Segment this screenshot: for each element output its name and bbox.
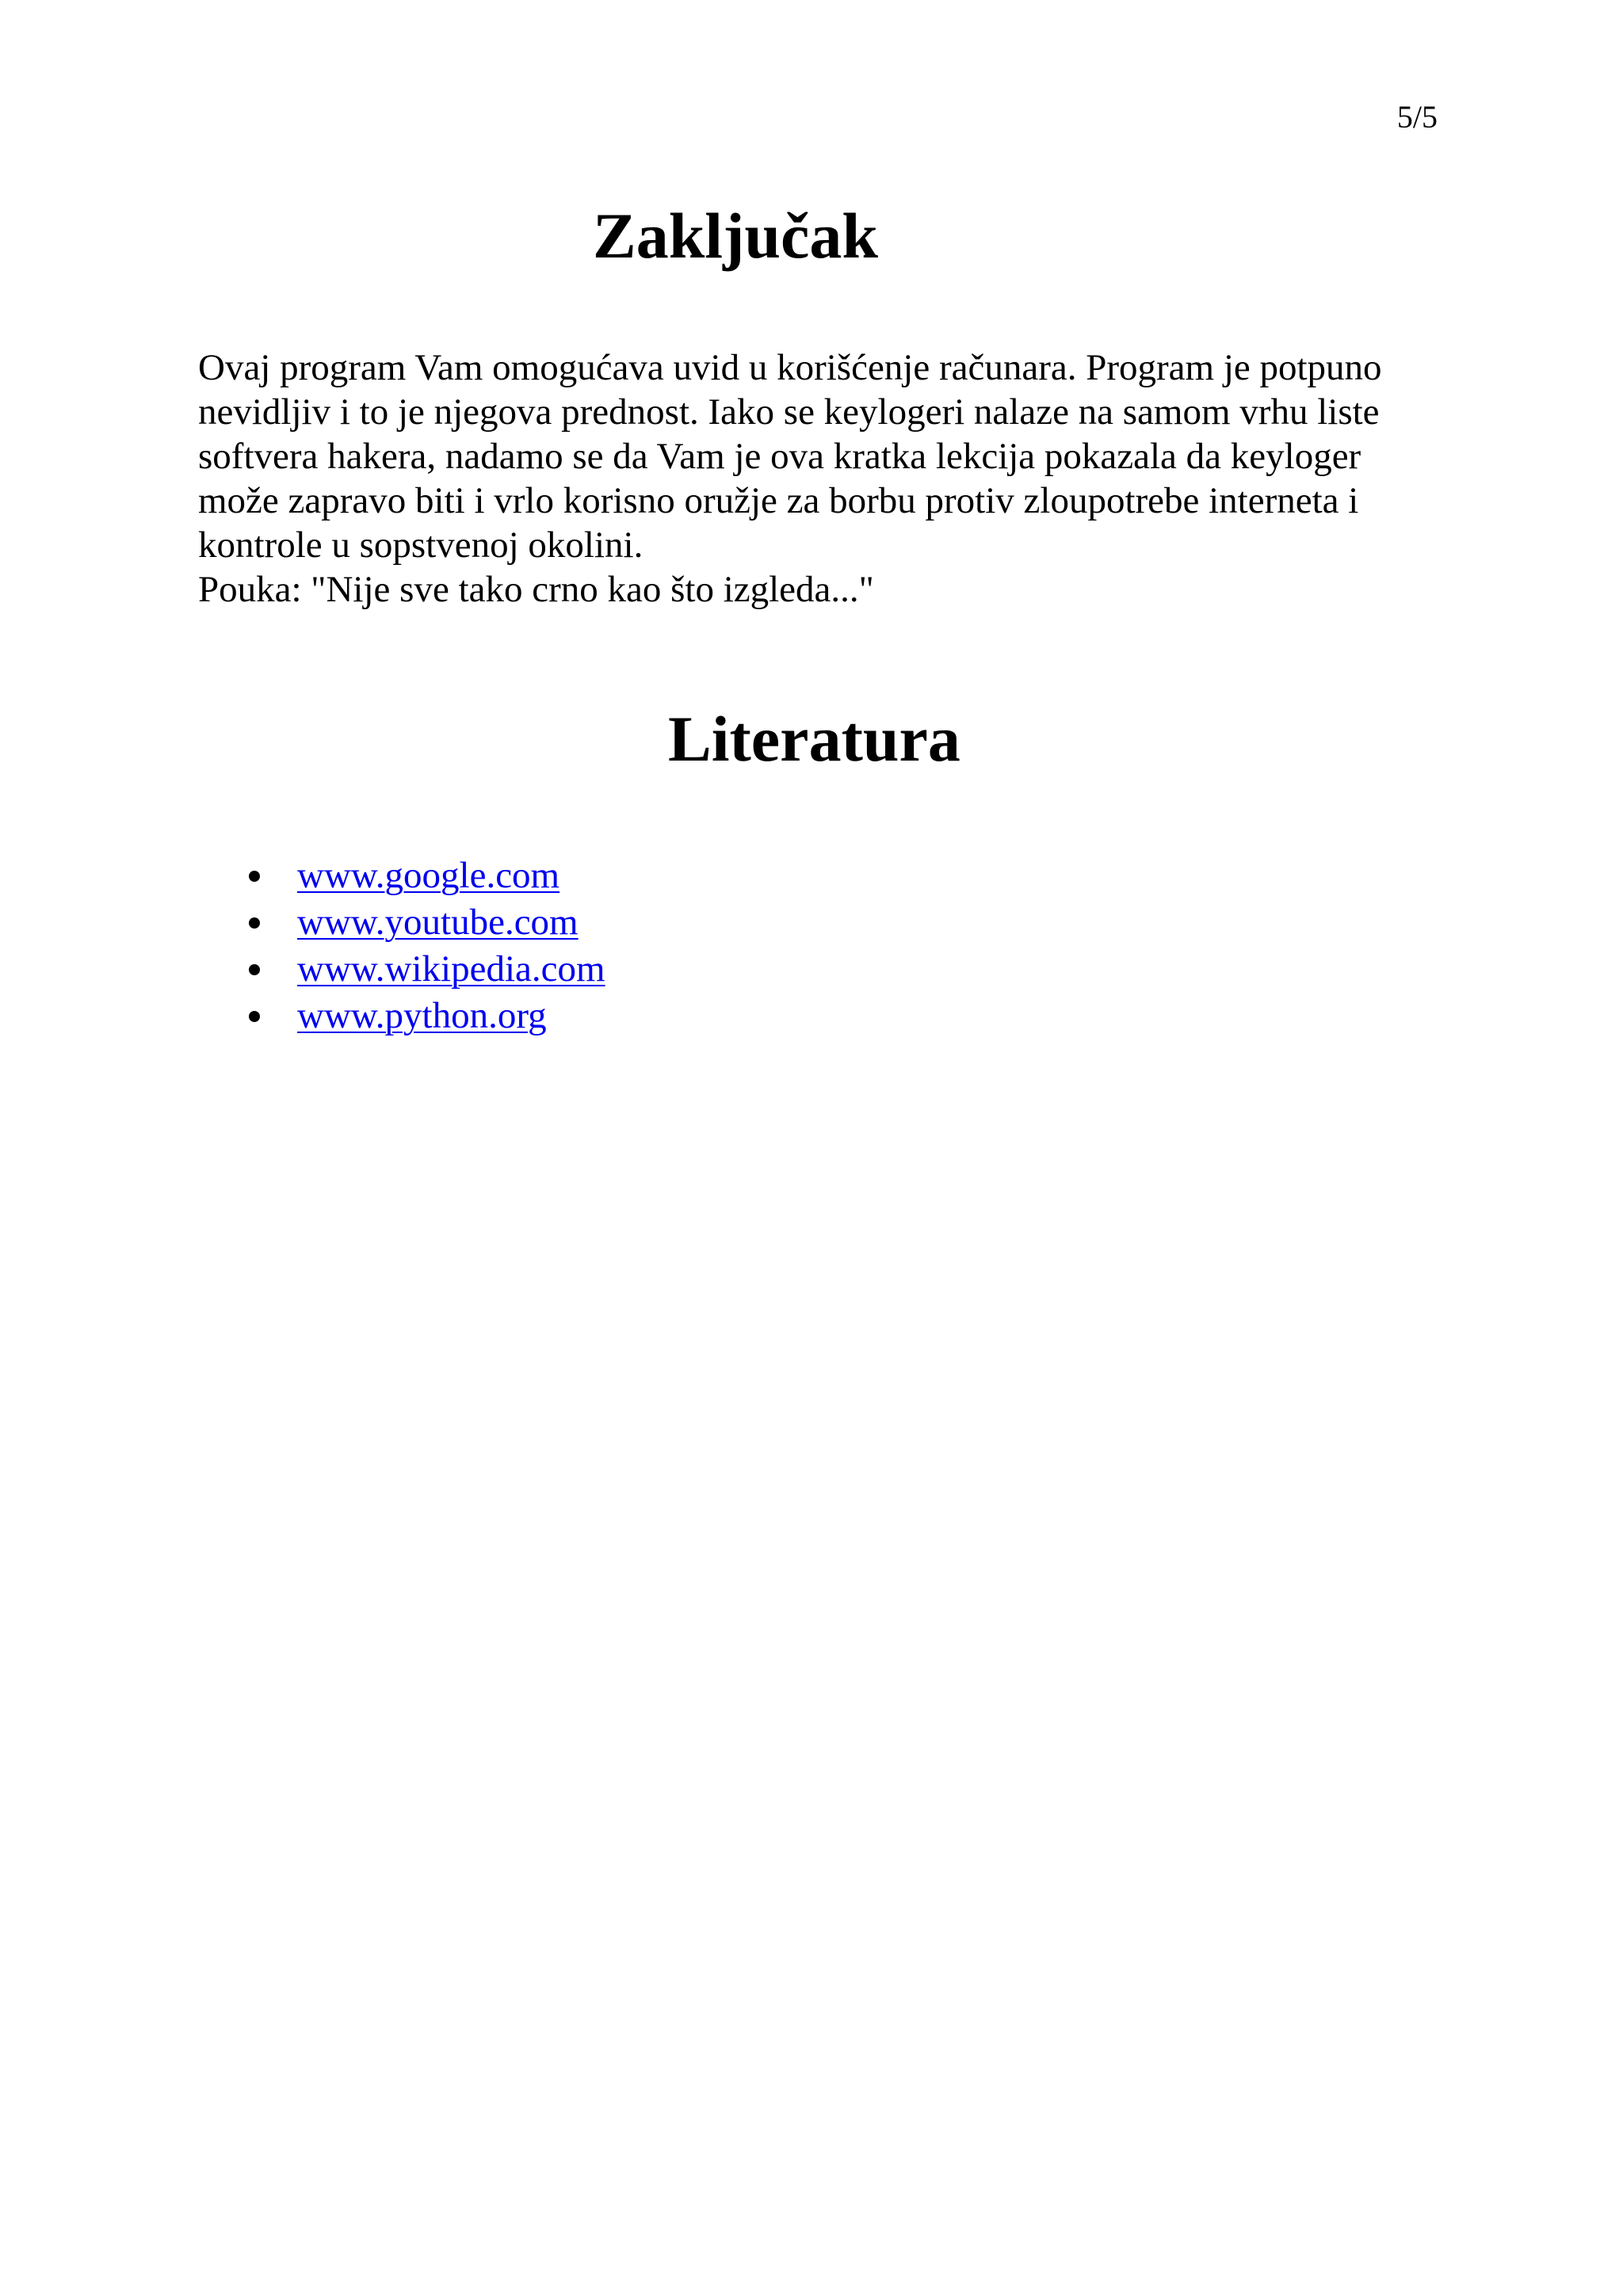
reference-list: [246, 852, 605, 1039]
conclusion-lesson: Pouka: "Nije sve tako crno kao što izgleda...": [198, 569, 874, 610]
bullet-icon: [249, 964, 260, 975]
reference-link-python[interactable]: www.python.org: [297, 995, 547, 1036]
conclusion-heading: Zaključak: [593, 200, 878, 272]
reference-item: [246, 946, 605, 993]
bullet-icon: [249, 871, 260, 882]
conclusion-paragraph: Ovaj program Vam omogućava uvid u korišćenje računara. Program je potpuno nevidljiv i to je njegova prednost. Iako se keylogeri nalaze na samom vrhu liste softvera hakera, nadamo se da Vam je ova kratka lekcija pokazala da keyloger može zapravo biti i vrlo korisno oružje za borbu protiv zloupotrebe interneta i kontrole u sopstvenoj okolini.: [198, 347, 1382, 566]
reference-item: [246, 852, 605, 899]
reference-item: [246, 899, 605, 946]
reference-item: [246, 993, 605, 1039]
reference-link-wikipedia[interactable]: www.wikipedia.com: [297, 948, 605, 990]
bullet-icon: [249, 917, 260, 929]
reference-link-google[interactable]: www.google.com: [297, 855, 560, 896]
page-number: 5/5: [1396, 99, 1438, 135]
reference-link-youtube[interactable]: www.youtube.com: [297, 902, 579, 943]
conclusion-body: [198, 345, 1434, 612]
literature-heading: Literatura: [668, 703, 960, 775]
bullet-icon: [249, 1011, 260, 1022]
